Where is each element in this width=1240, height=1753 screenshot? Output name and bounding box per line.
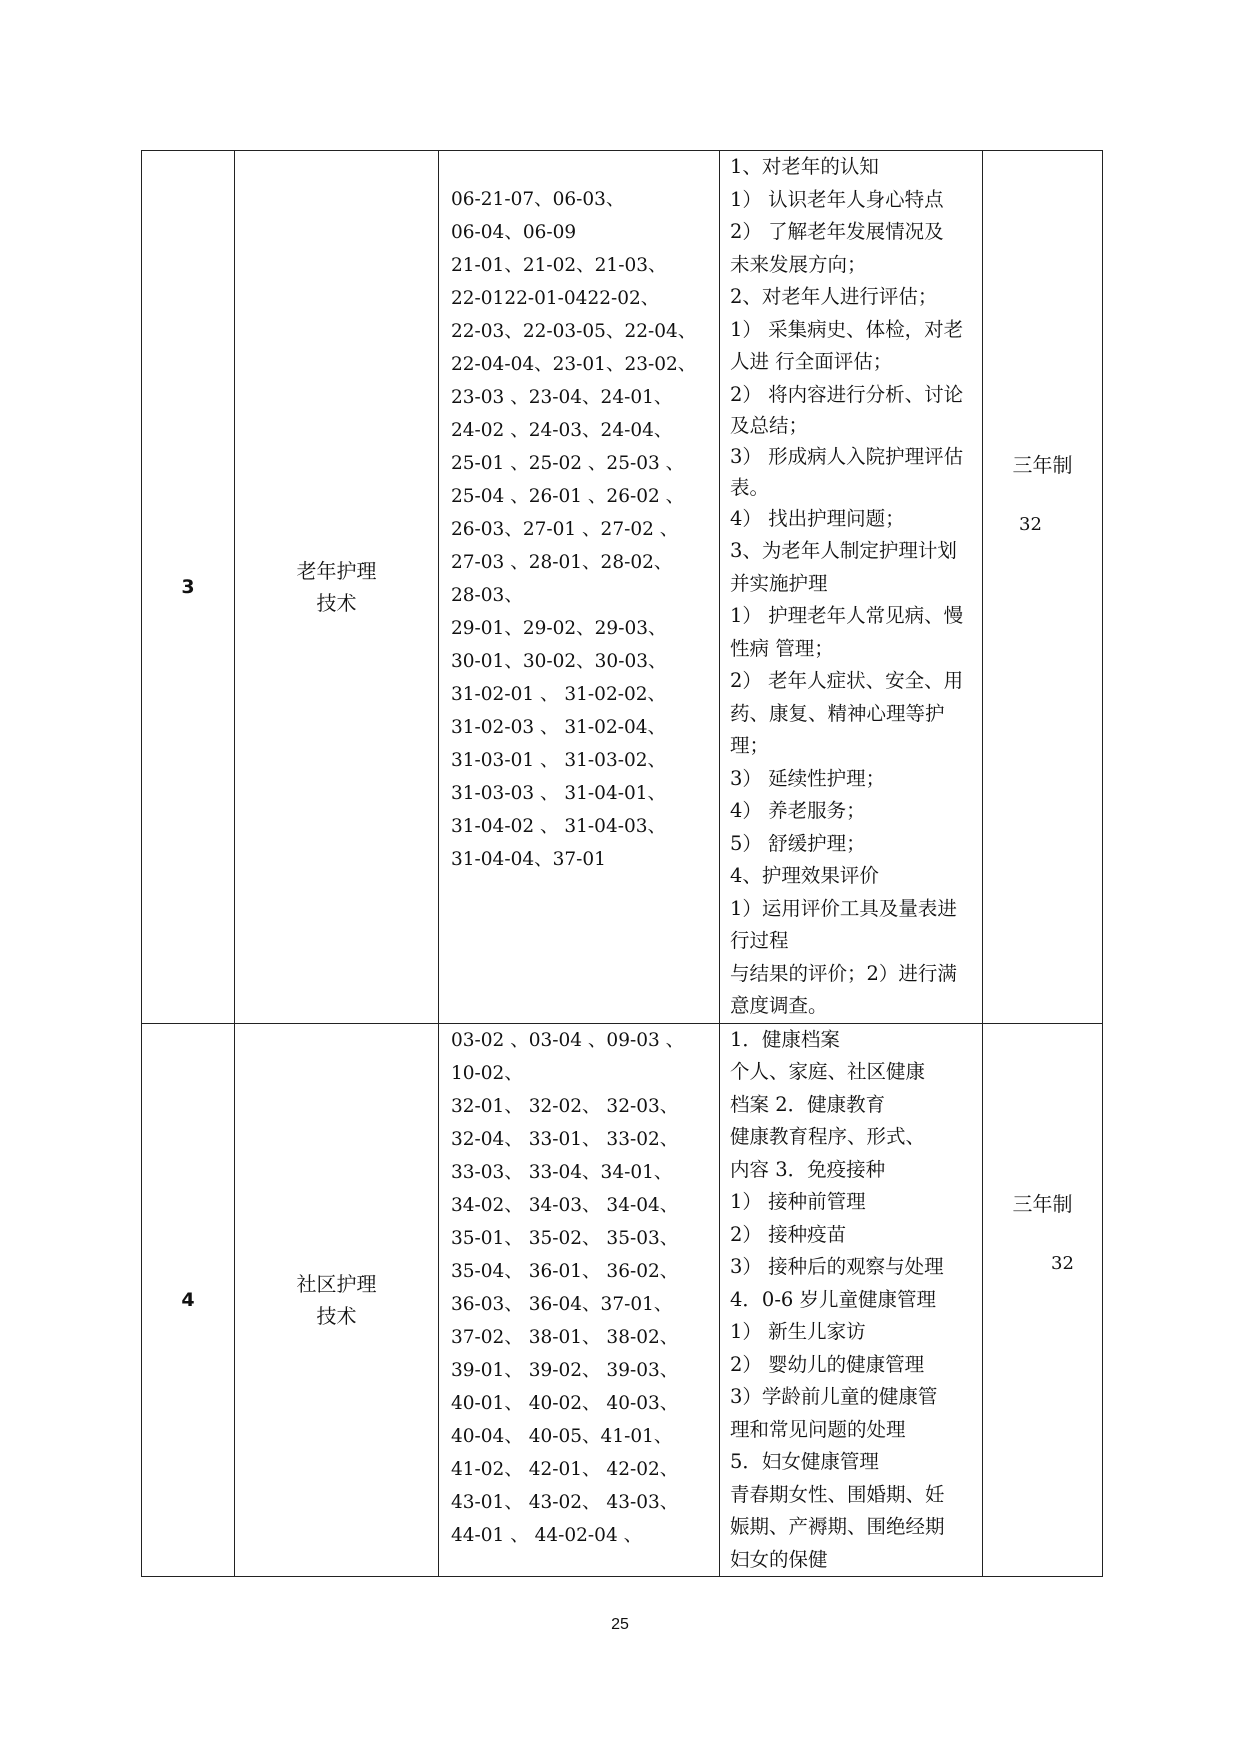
content-line: 未来发展方向； xyxy=(730,252,867,276)
content-line: 3、为老年人制定护理计划 xyxy=(730,539,957,562)
content-line: 娠期、产褥期、围绝经期 xyxy=(730,1515,945,1538)
content-line: 青春期女性、围婚期、妊 xyxy=(730,1482,945,1506)
content-line: 与结果的评价；2）进行满 xyxy=(730,961,957,985)
code-line: 06-21-07、06-03、 xyxy=(451,189,625,210)
code-line: 06-04、06-09 xyxy=(451,222,577,243)
content-line: 行过程 xyxy=(730,929,789,952)
content-line: 4、护理效果评价 xyxy=(730,864,879,887)
competency-codes xyxy=(439,1023,720,1577)
class-hours: 32 xyxy=(1051,1252,1074,1274)
content-line: 5．妇女健康管理 xyxy=(730,1450,879,1473)
content-line: 1） 认识老年人身心特点 xyxy=(730,187,944,211)
course-content xyxy=(720,1023,983,1577)
code-line: 31-02-03 、 31-02-04、 xyxy=(451,717,667,738)
code-line: 40-01、 40-02、 40-03、 xyxy=(451,1392,679,1414)
code-line: 23-03 、23-04、24-01、 xyxy=(451,387,673,408)
code-line: 28-03、 xyxy=(451,585,523,606)
course-content xyxy=(720,151,983,1024)
content-line: 1、对老年的认知 xyxy=(730,155,879,178)
code-line: 03-02 、03-04 、09-03 、 xyxy=(451,1029,685,1051)
content-line: 3） 延续性护理； xyxy=(730,766,886,790)
content-line: 1） 采集病史、体检，对老 xyxy=(730,317,964,341)
code-line: 31-02-01 、 31-02-02、 xyxy=(451,684,667,705)
code-line: 30-01、30-02、30-03、 xyxy=(451,651,667,672)
page-number: 25 xyxy=(611,1616,629,1633)
content-line: 3）学龄前儿童的健康管 xyxy=(730,1385,938,1408)
row-index: 4 xyxy=(142,1023,235,1577)
content-line: 内容 3．免疫接种 xyxy=(730,1157,886,1181)
content-line: 2） 了解老年发展情况及 xyxy=(730,220,944,243)
content-line: 4） 养老服务； xyxy=(730,799,866,822)
content-line: 性病 管理； xyxy=(730,636,834,660)
content-line: 1） 护理老年人常见病、慢 xyxy=(730,604,964,627)
content-line: 4） 找出护理问题； xyxy=(730,506,905,530)
code-line: 27-03 、28-01、28-02、 xyxy=(451,552,673,573)
content-line: 药、康复、精神心理等护 xyxy=(730,701,945,725)
code-line: 25-01 、25-02 、25-03 、 xyxy=(451,453,685,474)
content-line: 2、对老年人进行评估； xyxy=(730,285,938,308)
code-line: 33-03、 33-04、34-01、 xyxy=(451,1161,673,1183)
row-index: 3 xyxy=(142,151,235,1024)
duration-cell xyxy=(983,151,1103,1024)
code-line: 44-01 、 44-02-04 、 xyxy=(451,1524,643,1546)
content-line: 1．健康档案 xyxy=(730,1027,840,1051)
program-system: 三年制 xyxy=(1012,1191,1073,1216)
code-line: 22-03、22-03-05、22-04、 xyxy=(451,321,697,342)
content-line: 3） 接种后的观察与处理 xyxy=(730,1255,944,1278)
code-line: 24-02 、24-03、24-04、 xyxy=(451,420,673,441)
code-line: 41-02、 42-01、 42-02、 xyxy=(451,1458,679,1480)
content-line: 2） 接种疫苗 xyxy=(730,1222,847,1246)
code-line: 39-01、 39-02、 39-03、 xyxy=(451,1359,679,1381)
code-line: 34-02、 34-03、 34-04、 xyxy=(451,1194,679,1216)
course-name: 老年护理 技术 xyxy=(235,151,439,1024)
code-line: 31-04-02 、 31-04-03、 xyxy=(451,816,667,837)
code-line: 29-01、29-02、29-03、 xyxy=(451,618,667,639)
program-system: 三年制 xyxy=(1012,453,1073,477)
class-hours: 32 xyxy=(1019,514,1042,535)
content-line: 健康教育程序、形式、 xyxy=(730,1125,926,1148)
content-line: 个人、家庭、社区健康 xyxy=(730,1060,926,1083)
code-line: 25-04 、26-01 、26-02 、 xyxy=(451,486,685,507)
content-line: 理； xyxy=(730,734,770,757)
content-line: 理和常见问题的处理 xyxy=(730,1417,906,1441)
curriculum-table xyxy=(141,150,1103,1577)
code-line: 22-0122-01-0422-02、 xyxy=(451,288,660,309)
code-line: 31-03-03 、 31-04-01、 xyxy=(451,783,667,804)
table-row xyxy=(142,151,1103,1024)
code-line: 31-04-04、37-01 xyxy=(451,849,606,870)
code-line: 22-04-04、23-01、23-02、 xyxy=(451,354,697,375)
code-line: 35-01、 35-02、 35-03、 xyxy=(451,1227,679,1249)
code-line: 32-01、 32-02、 32-03、 xyxy=(451,1095,679,1117)
content-line: 档案 2．健康教育 xyxy=(730,1092,886,1116)
table-row xyxy=(142,1023,1103,1577)
content-line: 4．0-6 岁儿童健康管理 xyxy=(730,1287,937,1311)
course-name: 社区护理 技术 xyxy=(235,1023,439,1577)
content-line: 人进 行全面评估； xyxy=(730,350,893,373)
code-line: 26-03、27-01 、27-02 、 xyxy=(451,519,679,540)
code-line: 35-04、 36-01、 36-02、 xyxy=(451,1260,679,1282)
content-line: 1） 接种前管理 xyxy=(730,1190,866,1213)
code-line: 40-04、 40-05、41-01、 xyxy=(451,1425,673,1447)
code-line: 31-03-01 、 31-03-02、 xyxy=(451,750,667,771)
content-line: 3） 形成病人入院护理评估表。 xyxy=(730,444,964,499)
code-line: 43-01、 43-02、 43-03、 xyxy=(451,1491,679,1513)
content-line: 2） 将内容进行分析、讨论及总结； xyxy=(730,382,964,437)
content-line: 2） 婴幼儿的健康管理 xyxy=(730,1352,925,1376)
content-line: 5） 舒缓护理； xyxy=(730,831,866,855)
content-line: 2） 老年人症状、安全、用 xyxy=(730,669,964,692)
content-line: 并实施护理 xyxy=(730,571,828,595)
code-line: 36-03、 36-04、37-01、 xyxy=(451,1293,673,1315)
code-line: 32-04、 33-01、 33-02、 xyxy=(451,1128,679,1150)
content-line: 妇女的保健 xyxy=(730,1547,828,1571)
code-line: 37-02、 38-01、 38-02、 xyxy=(451,1326,679,1348)
competency-codes xyxy=(439,151,720,1024)
duration-cell xyxy=(983,1023,1103,1577)
content-line: 1） 新生儿家访 xyxy=(730,1320,866,1343)
content-line: 意度调查。 xyxy=(730,994,828,1017)
content-line: 1）运用评价工具及量表进 xyxy=(730,896,957,920)
code-line: 10-02、 xyxy=(451,1062,523,1084)
code-line: 21-01、21-02、21-03、 xyxy=(451,255,667,276)
